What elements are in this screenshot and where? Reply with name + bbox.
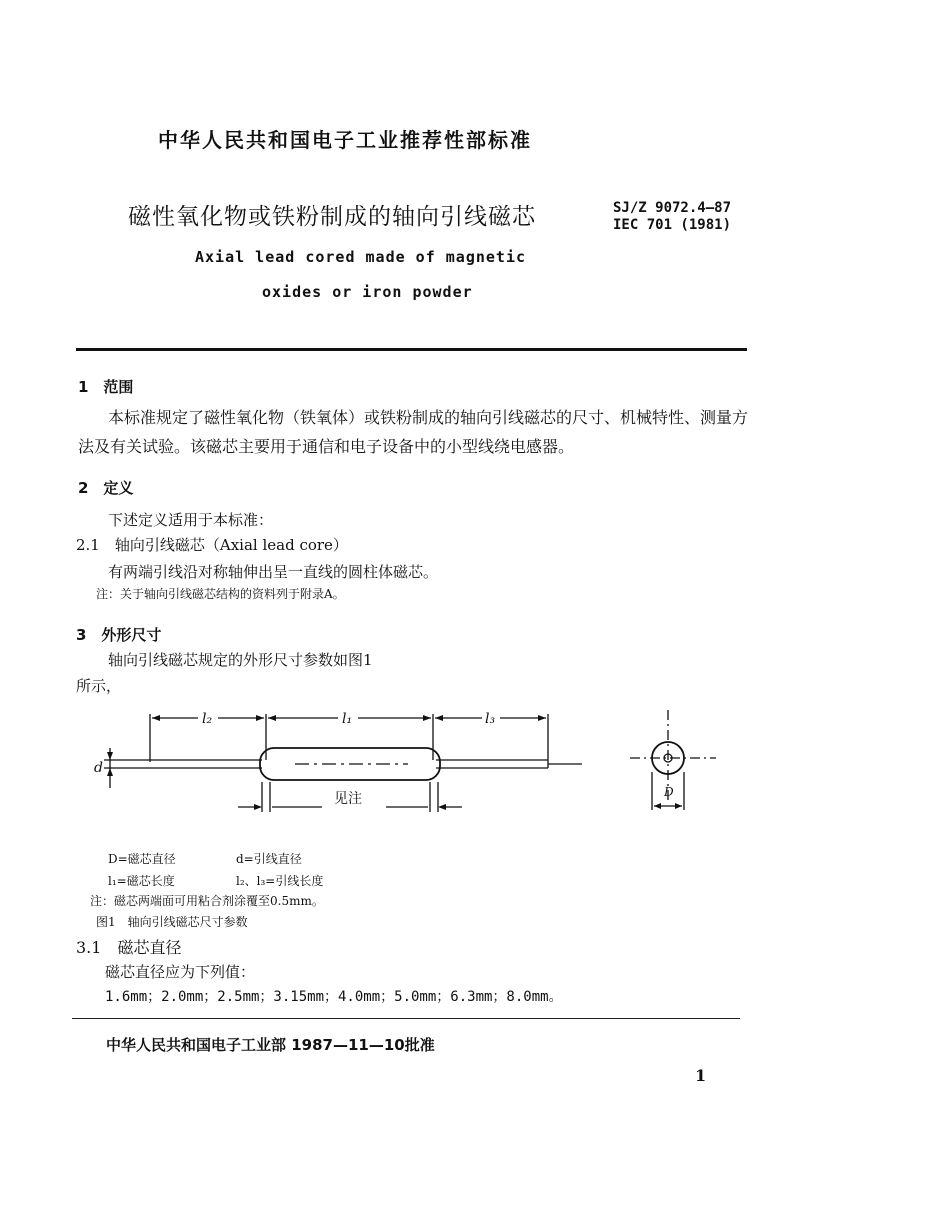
section-3-1-text: 磁芯直径应为下列值： [105, 963, 256, 981]
section-1-heading: 1 范围 [78, 378, 134, 396]
standard-code [613, 200, 731, 234]
l2-arrow-left [152, 715, 160, 721]
label-D: D [664, 785, 674, 799]
l1-arrow-left [268, 715, 276, 721]
label-l2: l₂ [202, 711, 213, 727]
figure-caption: 图1 轴向引线磁芯尺寸参数 [96, 915, 248, 929]
section-3-1-heading: 3.1 磁芯直径 [76, 938, 182, 957]
footer-divider [72, 1018, 740, 1019]
organization-title: 中华人民共和国电子工业推荐性部标准 [158, 128, 532, 152]
label-see-note: 见注 [334, 791, 362, 807]
l2-arrow-right [256, 715, 264, 721]
legend-lead-length: l₂、l₃=引线长度 [236, 874, 324, 888]
section-3-text-line-2: 所示， [76, 677, 122, 695]
standard-code-iec: IEC 701 (1981) [613, 217, 732, 233]
english-title-line-1: Axial lead cored made of magnetic [195, 248, 527, 266]
section-3-1-values: 1.6mm；2.0mm；2.5mm；3.15mm；4.0mm；5.0mm；6.3mm；8.0mm。 [105, 989, 563, 1005]
section-2-1-note: 注：关于轴向引线磁芯结构的资料列于附录A。 [96, 587, 345, 601]
D-arrow-left [654, 803, 661, 809]
approval-statement: 中华人民共和国电子工业部 1987—11—10批准 [106, 1036, 435, 1054]
l3-arrow-right [538, 715, 546, 721]
label-l3: l₃ [485, 711, 496, 727]
page-number: 1 [695, 1066, 707, 1085]
note-arrow-right [438, 804, 446, 810]
section-3-text-line-1: 轴向引线磁芯规定的外形尺寸参数如图1 [108, 651, 373, 669]
section-3-heading: 3 外形尺寸 [76, 626, 162, 644]
figure-note: 注：磁芯两端面可用粘合剂涂覆至0.5mm。 [90, 894, 324, 908]
legend-core-length: l₁=磁芯长度 [108, 874, 175, 888]
section-2-intro: 下述定义适用于本标准： [108, 511, 274, 529]
section-1-text: 本标准规定了磁性氧化物（铁氧体）或铁粉制成的轴向引线磁芯的尺寸、机械特性、测量方法及有关试验。该磁芯主要用于通信和电子设备中的小型线绕电感器。 [78, 408, 749, 456]
header-divider [76, 348, 747, 351]
d-arrow-top [107, 752, 113, 760]
note-arrow-left [254, 804, 262, 810]
D-arrow-right [675, 803, 682, 809]
document-title: 磁性氧化物或铁粉制成的轴向引线磁芯 [128, 204, 536, 230]
section-2-1-heading: 2.1 轴向引线磁芯（Axial lead core） [76, 536, 348, 554]
label-d: d [94, 760, 103, 776]
legend-lead-diameter: d=引线直径 [236, 852, 302, 866]
section-2-heading: 2 定义 [78, 479, 134, 497]
standard-code-sj: SJ/Z 9072.4—87 [613, 200, 732, 216]
legend-core-diameter: D=磁芯直径 [108, 852, 176, 866]
section-2-1-text: 有两端引线沿对称轴伸出呈一直线的圆柱体磁芯。 [108, 563, 439, 581]
label-l1: l₁ [342, 711, 353, 727]
axial-core-dimension-figure [90, 700, 730, 850]
l1-arrow-right [423, 715, 431, 721]
l3-arrow-left [435, 715, 443, 721]
d-arrow-bottom [107, 768, 113, 776]
english-title-line-2: oxides or iron powder [262, 283, 473, 301]
